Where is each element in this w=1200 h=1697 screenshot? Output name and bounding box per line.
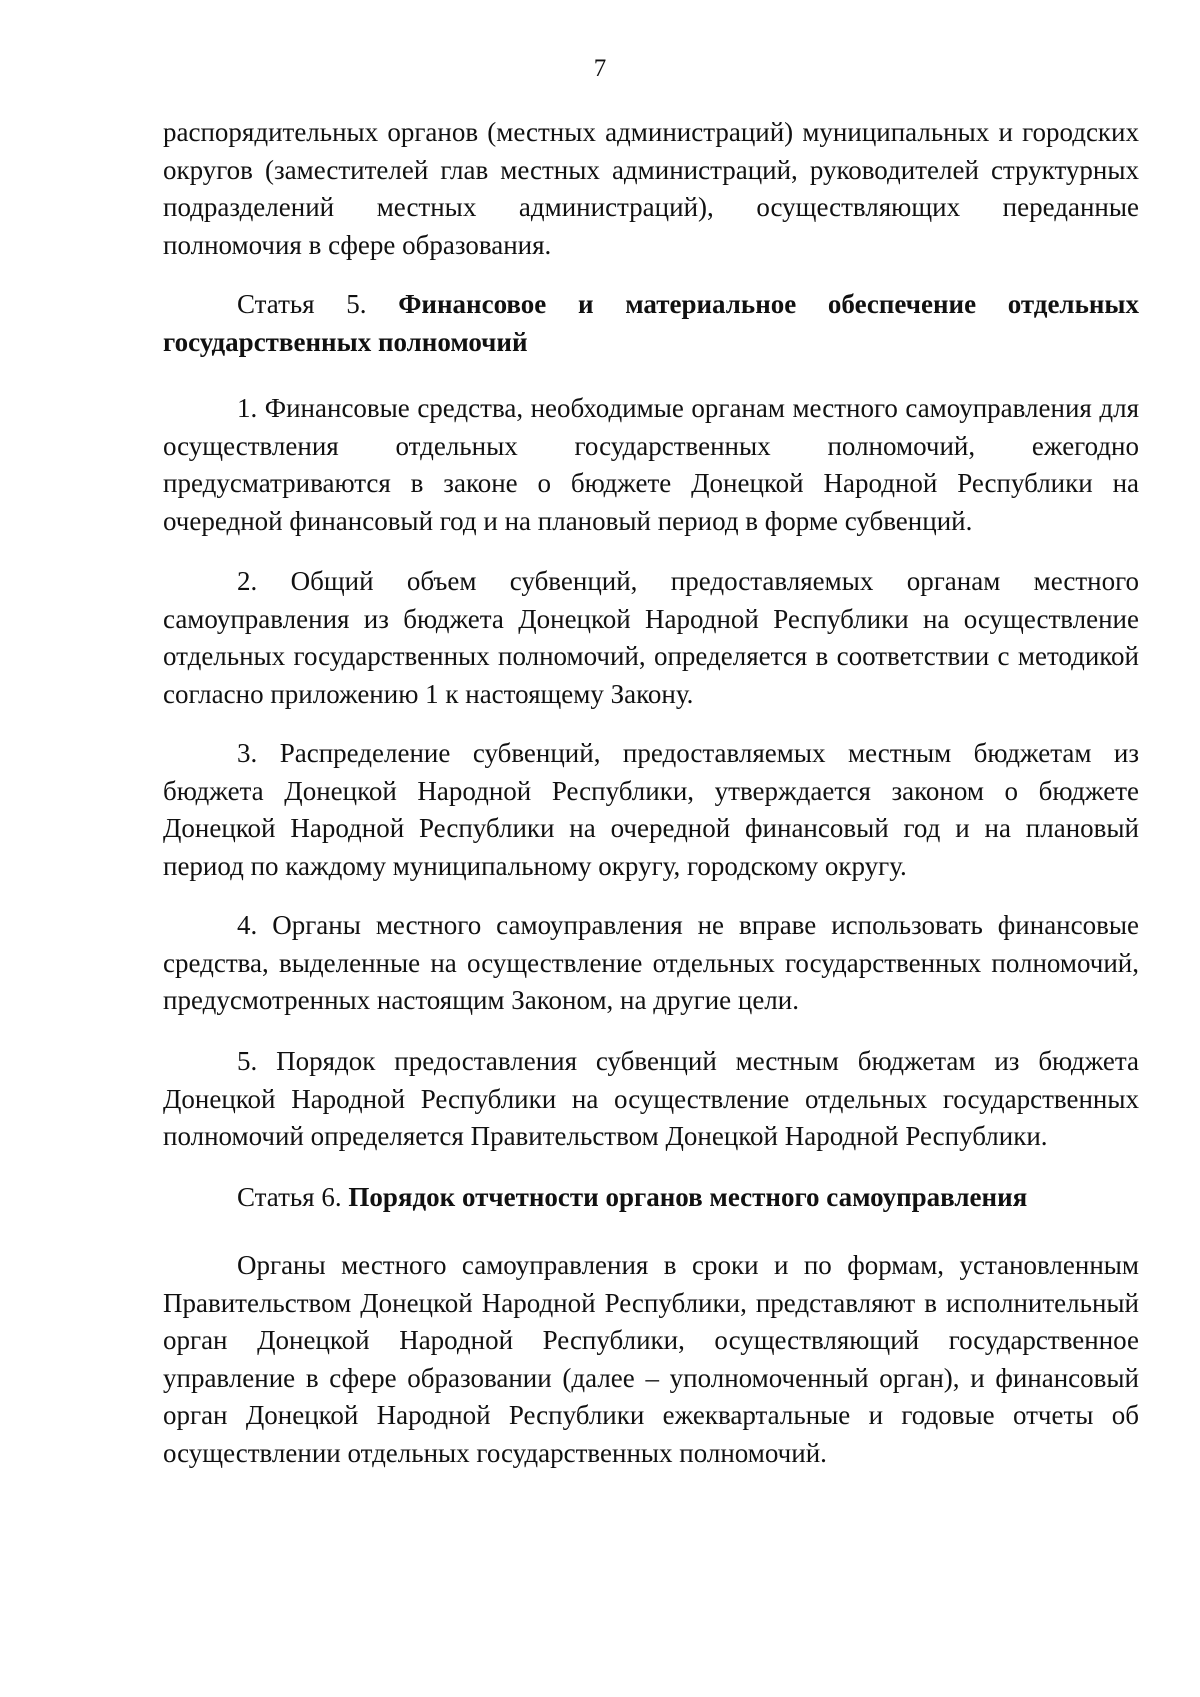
- article-heading: [163, 286, 1139, 361]
- article-body-text: Органы местного самоуправления в сроки и по формам, установленным Правительством Донецкой Народной Республики, представляют в исполнительный орган Донецкой Народной Республики, осуществляющий государственное управление в сфере образовании (далее – уполномоченный орган), и финансовый орган Донецкой Народной Республики ежеквартальные и годовые отчеты об осуществлении отдельных государственных полномочий.: [163, 1250, 1139, 1468]
- article-6-heading: [163, 1179, 1139, 1217]
- article-item-text: 1. Финансовые средства, необходимые органам местного самоуправления для осуществления отдельных государственных полномочий, ежегодно предусматриваются в законе о бюджете Донецкой Народной Республики на очередной финансовый год и на плановый период в форме субвенций.: [163, 393, 1139, 536]
- article-item-text: 5. Порядок предоставления субвенций местным бюджетам из бюджета Донецкой Народной Республики на осуществление отдельных государственных полномочий определяется Правительством Донецкой Народной Республики.: [163, 1046, 1139, 1151]
- article-item-text: 3. Распределение субвенций, предоставляемых местным бюджетам из бюджета Донецкой Народной Республики, утверждается законом о бюджете Донецкой Народной Республики на очередной финансовый год и на плановый период по каждому муниципальному округу, городскому округу.: [163, 738, 1139, 881]
- paragraph-text: распорядительных органов (местных администраций) муниципальных и городских округов (заместителей глав местных администраций, руководителей структурных подразделений местных администраций), осуществляющих переданные полномочия в сфере образования.: [163, 117, 1139, 260]
- article-item-text: 4. Органы местного самоуправления не вправе использовать финансовые средства, выделенные на осуществление отдельных государственных полномочий, предусмотренных настоящим Законом, на другие цели.: [163, 910, 1139, 1015]
- article-title: Порядок отчетности органов местного самоуправления: [348, 1182, 1028, 1212]
- paragraph-continuation: [163, 114, 1139, 264]
- article-6-body: [163, 1247, 1139, 1472]
- article-5-item-5: [163, 1043, 1139, 1156]
- article-5-item-4: [163, 907, 1139, 1020]
- article-5-item-1: [163, 390, 1139, 540]
- page-number: 7: [593, 55, 607, 82]
- article-title: Финансовое и материальное обеспечение отдельных государственных полномочий: [163, 289, 1139, 357]
- article-heading: [163, 1179, 1139, 1217]
- article-prefix: Статья 5.: [237, 289, 367, 319]
- article-5-item-2: [163, 563, 1139, 713]
- article-prefix: Статья 6.: [237, 1182, 342, 1212]
- article-5-heading: [163, 286, 1139, 361]
- article-item-text: 2. Общий объем субвенций, предоставляемых органам местного самоуправления из бюджета Донецкой Народной Республики на осуществление отдельных государственных полномочий, определяется в соответствии с методикой согласно приложению 1 к настоящему Закону.: [163, 566, 1139, 709]
- article-5-item-3: [163, 735, 1139, 885]
